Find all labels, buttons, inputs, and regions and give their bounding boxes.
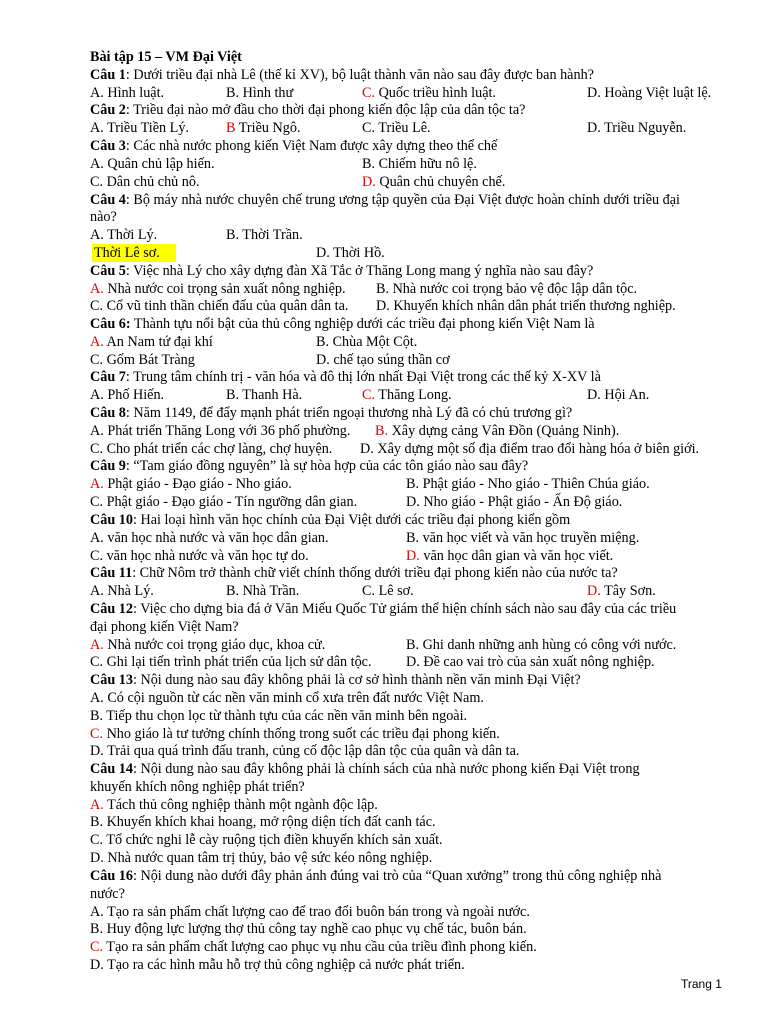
option-text: Nho giáo là tư tưởng chính thống trong suốt các triều đại phong kiến. <box>103 726 500 742</box>
question-14 <box>90 760 640 778</box>
question-5 <box>90 262 593 280</box>
question-3-text: : Các nhà nước phong kiến Việt Nam được xây dựng theo thể chế <box>125 138 498 154</box>
option-letter: A. <box>90 120 104 136</box>
option-text: Quân chủ lập hiến. <box>103 156 215 172</box>
option-text: Quốc triều hình luật. <box>375 85 496 101</box>
option-text: Hoàng Việt luật lệ. <box>600 85 712 101</box>
option-letter: D. <box>376 298 390 314</box>
option-c <box>90 547 309 565</box>
option-letter: C. <box>90 548 104 564</box>
question-14-label: Câu 14 <box>90 761 133 777</box>
option-text: Có cội nguồn từ các nền văn minh cổ xưa trên đất nước Việt Nam. <box>103 690 484 706</box>
option-a <box>90 280 346 298</box>
option-d <box>316 351 450 369</box>
option-letter: D. <box>90 743 104 759</box>
question-12-text: : Việc cho dựng bia đá ở Văn Miếu Quốc Tử giám thể hiện chính sách nào sau đây của các triều <box>132 601 677 617</box>
option-text: An Nam tứ đại khí <box>103 334 213 350</box>
option-a <box>90 119 189 137</box>
option-letter: A. <box>90 690 104 706</box>
option-c <box>90 173 200 191</box>
question-4-text-cont: nào? <box>90 209 117 225</box>
question-13-option-d <box>90 742 519 760</box>
option-d <box>406 547 613 565</box>
option-letter: C. <box>90 654 104 670</box>
question-8-label: Câu 8 <box>90 405 126 421</box>
option-text: Chiếm hữu nô lệ. <box>375 156 477 172</box>
option-letter-answer: C. <box>90 939 104 955</box>
question-1-text: : Dưới triều đại nhà Lê (thế kỉ XV), bộ luật thành văn nào sau đây được ban hành? <box>125 67 594 83</box>
option-letter: A. <box>90 85 104 101</box>
option-a <box>90 226 157 244</box>
option-d <box>360 440 699 458</box>
option-text: Đề cao vai trò của sản xuất nông nghiệp. <box>419 654 655 670</box>
option-text: Hình thư <box>239 85 294 101</box>
option-d <box>316 244 385 262</box>
option-letter: D. <box>316 245 330 261</box>
question-9 <box>90 457 528 475</box>
option-letter-answer: B. <box>375 423 389 439</box>
question-7 <box>90 368 601 386</box>
question-3-label: Câu 3 <box>90 138 126 154</box>
option-d <box>587 84 711 102</box>
option-text: Lê sơ. <box>375 583 414 599</box>
option-letter: C. <box>90 494 104 510</box>
option-text: Triều Ngô. <box>235 120 301 136</box>
option-letter-answer: A. <box>90 281 104 297</box>
question-13-label: Câu 13 <box>90 672 133 688</box>
question-9-label: Câu 9 <box>90 458 126 474</box>
option-c <box>90 653 372 671</box>
option-d <box>406 653 655 671</box>
option-letter: D. <box>587 120 601 136</box>
option-text: Tổ chức nghi lễ cày ruộng tịch điền khuyến khích sản xuất. <box>103 832 443 848</box>
question-11-label: Câu 11 <box>90 565 133 581</box>
option-c <box>90 297 348 315</box>
question-11-text: : Chữ Nôm trở thành chữ viết chính thống dưới triều đại phong kiến nào của nước ta? <box>132 565 618 581</box>
question-11 <box>90 564 618 582</box>
option-c-highlighted <box>92 244 176 262</box>
question-16-option-b <box>90 920 527 938</box>
option-text: văn học viết và văn học truyền miệng. <box>419 530 640 546</box>
question-6-label: Câu 6: <box>90 316 131 332</box>
option-letter: D. <box>587 85 601 101</box>
question-14-option-a <box>90 796 378 814</box>
option-letter-answer: C. <box>90 726 104 742</box>
option-text: Quân chủ chuyên chế. <box>375 174 506 190</box>
option-letter: C. <box>362 120 376 136</box>
option-c <box>362 84 496 102</box>
question-14-option-d <box>90 849 432 867</box>
option-text: Nho giáo - Phật giáo - Ấn Độ giáo. <box>419 494 623 510</box>
question-10-label: Câu 10 <box>90 512 133 528</box>
option-letter: A. <box>90 423 104 439</box>
option-text: Tạo ra các hình mẫu hỗ trợ thủ công nghiệp cả nước phát triển. <box>103 957 465 973</box>
page-number: Trang 1 <box>681 977 722 991</box>
option-b <box>316 333 417 351</box>
question-8-text: : Năm 1149, để đẩy mạnh phát triển ngoại thương nhà Lý đã có chủ trương gì? <box>125 405 573 421</box>
option-text: Xây dựng một số địa điểm trao đổi hàng hóa ở biên giới. <box>373 441 700 457</box>
option-d <box>587 119 686 137</box>
option-text: Nhà nước coi trọng sản xuất nông nghiệp. <box>103 281 346 297</box>
question-13-option-a <box>90 689 484 707</box>
option-letter: A. <box>90 904 104 920</box>
question-16-text: : Nội dung nào dưới đây phản ánh đúng vai trò của “Quan xưởng” trong thủ công nghiệp nhà <box>132 868 662 884</box>
question-16-option-c <box>90 938 537 956</box>
option-text: Hình luật. <box>103 85 165 101</box>
option-b <box>406 475 650 493</box>
option-text: Trải qua quá trình đấu tranh, củng cố độc lập dân tộc của quân và dân ta. <box>103 743 520 759</box>
option-text: Phát triển Thăng Long với 36 phố phường. <box>103 423 351 439</box>
question-2 <box>90 101 525 119</box>
question-13 <box>90 671 581 689</box>
option-b <box>226 582 299 600</box>
option-text: Nhà nước coi trọng giáo dục, khoa cử. <box>103 637 326 653</box>
question-3 <box>90 137 497 155</box>
question-14-option-c <box>90 831 443 849</box>
option-letter-answer: C. <box>362 387 376 403</box>
option-letter: A. <box>90 387 104 403</box>
option-a <box>90 155 215 173</box>
option-text: Thanh Hà. <box>239 387 303 403</box>
question-7-text: : Trung tâm chính trị - văn hóa và đô thị lớn nhất Đại Việt trong các thế kỷ X-XV là <box>125 369 601 385</box>
question-13-text: : Nội dung nào sau đây không phải là cơ sở hình thành nền văn minh Đại Việt? <box>132 672 581 688</box>
option-letter: B. <box>226 387 240 403</box>
option-letter: B. <box>406 530 420 546</box>
question-9-text: : “Tam giáo đồng nguyên” là sự hòa hợp của các tôn giáo nào sau đây? <box>125 458 529 474</box>
question-5-text: : Việc nhà Lý cho xây dựng đàn Xã Tắc ở Thăng Long mang ý nghĩa nào sau đây? <box>125 263 594 279</box>
option-letter: C. <box>90 298 104 314</box>
option-letter: D. <box>90 957 104 973</box>
option-text: Khuyến khích khai hoang, mở rộng diện tích đất canh tác. <box>103 814 436 830</box>
option-b <box>226 226 303 244</box>
option-letter: C. <box>90 832 104 848</box>
option-d <box>406 493 622 511</box>
question-14-text-cont: khuyến khích nông nghiệp phát triển? <box>90 779 305 795</box>
option-text: Thời Hồ. <box>329 245 385 261</box>
option-text: Nhà Lý. <box>103 583 154 599</box>
option-text: Thời Lý. <box>103 227 158 243</box>
option-text: Khuyến khích nhân dân phát triển thương nghiệp. <box>389 298 676 314</box>
question-4-text: : Bộ máy nhà nước chuyên chế trung ương tập quyền của Đại Việt được hoàn chỉnh dưới triều đại <box>125 192 680 208</box>
option-letter-answer: B <box>226 120 236 136</box>
question-2-label: Câu 2 <box>90 102 126 118</box>
option-a <box>90 386 164 404</box>
option-text: Thời Lê sơ. <box>94 245 160 261</box>
option-text: Tây Sơn. <box>600 583 656 599</box>
option-letter: D. <box>406 654 420 670</box>
option-text: văn học dân gian và văn học viết. <box>419 548 614 564</box>
question-7-label: Câu 7 <box>90 369 126 385</box>
option-letter-answer: C. <box>362 85 376 101</box>
option-text: Phố Hiến. <box>103 387 165 403</box>
option-text: Triều Tiền Lý. <box>103 120 189 136</box>
question-16 <box>90 867 661 885</box>
question-2-text: : Triều đại nào mở đầu cho thời đại phong kiến độc lập của dân tộc ta? <box>125 102 526 118</box>
option-c <box>90 351 195 369</box>
option-letter-answer: A. <box>90 797 104 813</box>
option-text: Chùa Một Cột. <box>329 334 418 350</box>
option-b <box>375 422 619 440</box>
option-letter: B. <box>376 281 390 297</box>
option-text: Nhà nước quan tâm trị thủy, bảo vệ sức kéo nông nghiệp. <box>103 850 433 866</box>
option-letter-answer: A. <box>90 637 104 653</box>
option-letter: D. <box>90 850 104 866</box>
option-c <box>362 582 414 600</box>
question-16-label: Câu 16 <box>90 868 133 884</box>
option-a <box>90 636 325 654</box>
worksheet-title: Bài tập 15 – VM Đại Việt <box>90 49 242 65</box>
option-letter: B. <box>226 227 240 243</box>
option-b <box>406 529 639 547</box>
option-text: Tách thủ công nghiệp thành một ngành độc lập. <box>103 797 378 813</box>
option-d <box>587 582 656 600</box>
option-letter-answer: A. <box>90 334 104 350</box>
option-b <box>226 386 302 404</box>
question-16-option-a <box>90 903 530 921</box>
option-b <box>376 280 637 298</box>
option-text: chế tạo súng thần cơ <box>329 352 450 368</box>
option-text: Dân chủ chủ nô. <box>103 174 200 190</box>
question-5-label: Câu 5 <box>90 263 126 279</box>
option-b <box>406 636 676 654</box>
option-text: Phật giáo - Đạo giáo - Tín ngưỡng dân gian. <box>103 494 358 510</box>
option-text: Cho phát triển các chợ làng, chợ huyện. <box>103 441 333 457</box>
option-text: Tiếp thu chọn lọc từ thành tựu của các nền văn minh bên ngoài. <box>103 708 468 724</box>
option-letter: B. <box>90 708 104 724</box>
option-text: Nhà Trần. <box>239 583 300 599</box>
option-b <box>362 155 477 173</box>
option-letter: D. <box>360 441 374 457</box>
option-text: Xây dựng cảng Vân Đồn (Quảng Ninh). <box>388 423 620 439</box>
option-letter: B. <box>90 814 104 830</box>
question-14-option-b <box>90 813 436 831</box>
option-a <box>90 84 164 102</box>
option-c <box>362 386 452 404</box>
option-letter: A. <box>90 530 104 546</box>
question-4 <box>90 191 680 209</box>
question-10-text: : Hai loại hình văn học chính của Đại Việt dưới các triều đại phong kiến gồm <box>132 512 571 528</box>
option-letter: B. <box>406 476 420 492</box>
option-text: Thăng Long. <box>375 387 452 403</box>
option-text: Triều Lê. <box>375 120 431 136</box>
option-letter: B. <box>316 334 330 350</box>
option-letter: C. <box>90 174 104 190</box>
option-d <box>376 297 676 315</box>
option-text: Cổ vũ tinh thần chiến đấu của quân dân ta. <box>103 298 349 314</box>
option-text: Tạo ra sản phẩm chất lượng cao phục vụ nhu cầu của triều đình phong kiến. <box>103 939 537 955</box>
option-text: Nhà nước coi trọng bảo vệ độc lập dân tộc. <box>389 281 638 297</box>
option-letter: B. <box>226 583 240 599</box>
question-12-text-cont: đại phong kiến Việt Nam? <box>90 619 239 635</box>
option-letter: A. <box>90 583 104 599</box>
option-text: Phật giáo - Đạo giáo - Nho giáo. <box>103 476 292 492</box>
option-a <box>90 475 292 493</box>
question-4-label: Câu 4 <box>90 192 126 208</box>
option-c <box>362 119 431 137</box>
option-text: Hội An. <box>600 387 650 403</box>
question-13-option-b <box>90 707 467 725</box>
option-letter: C. <box>362 583 376 599</box>
option-a <box>90 333 213 351</box>
option-a <box>90 422 350 440</box>
option-letter: B. <box>226 85 240 101</box>
question-12-label: Câu 12 <box>90 601 133 617</box>
option-letter: B. <box>90 921 104 937</box>
option-c <box>90 493 357 511</box>
option-d <box>587 386 649 404</box>
question-16-text-cont: nước? <box>90 886 125 902</box>
option-letter-answer: D. <box>587 583 601 599</box>
option-letter: D. <box>316 352 330 368</box>
option-a <box>90 529 329 547</box>
question-16-option-d <box>90 956 465 974</box>
option-text: văn học nhà nước và văn học tự do. <box>103 548 309 564</box>
option-text: Huy động lực lượng thợ thủ công tay nghề cao phục vụ chế tác, buôn bán. <box>103 921 527 937</box>
option-letter: B. <box>362 156 376 172</box>
option-text: Ghi danh những anh hùng có công với nước. <box>419 637 677 653</box>
option-letter-answer: D. <box>406 548 420 564</box>
option-letter: A. <box>90 156 104 172</box>
option-letter-answer: D. <box>362 174 376 190</box>
option-text: Tạo ra sản phẩm chất lượng cao để trao đổi buôn bán trong và ngoài nước. <box>103 904 530 920</box>
option-text: văn học nhà nước và văn học dân gian. <box>103 530 329 546</box>
option-text: Gốm Bát Tràng <box>103 352 195 368</box>
option-letter: D. <box>587 387 601 403</box>
option-letter-answer: A. <box>90 476 104 492</box>
option-text: Ghi lại tiến trình phát triển của lịch sử dân tộc. <box>103 654 372 670</box>
option-c <box>90 440 332 458</box>
question-1 <box>90 66 594 84</box>
question-10 <box>90 511 570 529</box>
option-text: Triều Nguyễn. <box>600 120 687 136</box>
option-letter: D. <box>406 494 420 510</box>
question-6 <box>90 315 595 333</box>
option-d <box>362 173 505 191</box>
option-text: Thời Trần. <box>239 227 303 243</box>
question-1-label: Câu 1 <box>90 67 126 83</box>
question-14-text: : Nội dung nào sau đây không phải là chính sách của nhà nước phong kiến Đại Việt trong <box>132 761 640 777</box>
option-letter: C. <box>90 352 104 368</box>
option-b <box>226 119 301 137</box>
option-letter: B. <box>406 637 420 653</box>
option-text: Phật giáo - Nho giáo - Thiên Chúa giáo. <box>419 476 650 492</box>
option-letter: C. <box>90 441 104 457</box>
question-12 <box>90 600 676 618</box>
question-8 <box>90 404 572 422</box>
question-13-option-c <box>90 725 500 743</box>
option-letter: A. <box>90 227 104 243</box>
question-6-text: Thành tựu nổi bật của thủ công nghiệp dưới các triều đại phong kiến Việt Nam là <box>130 316 595 332</box>
option-a <box>90 582 154 600</box>
option-b <box>226 84 293 102</box>
